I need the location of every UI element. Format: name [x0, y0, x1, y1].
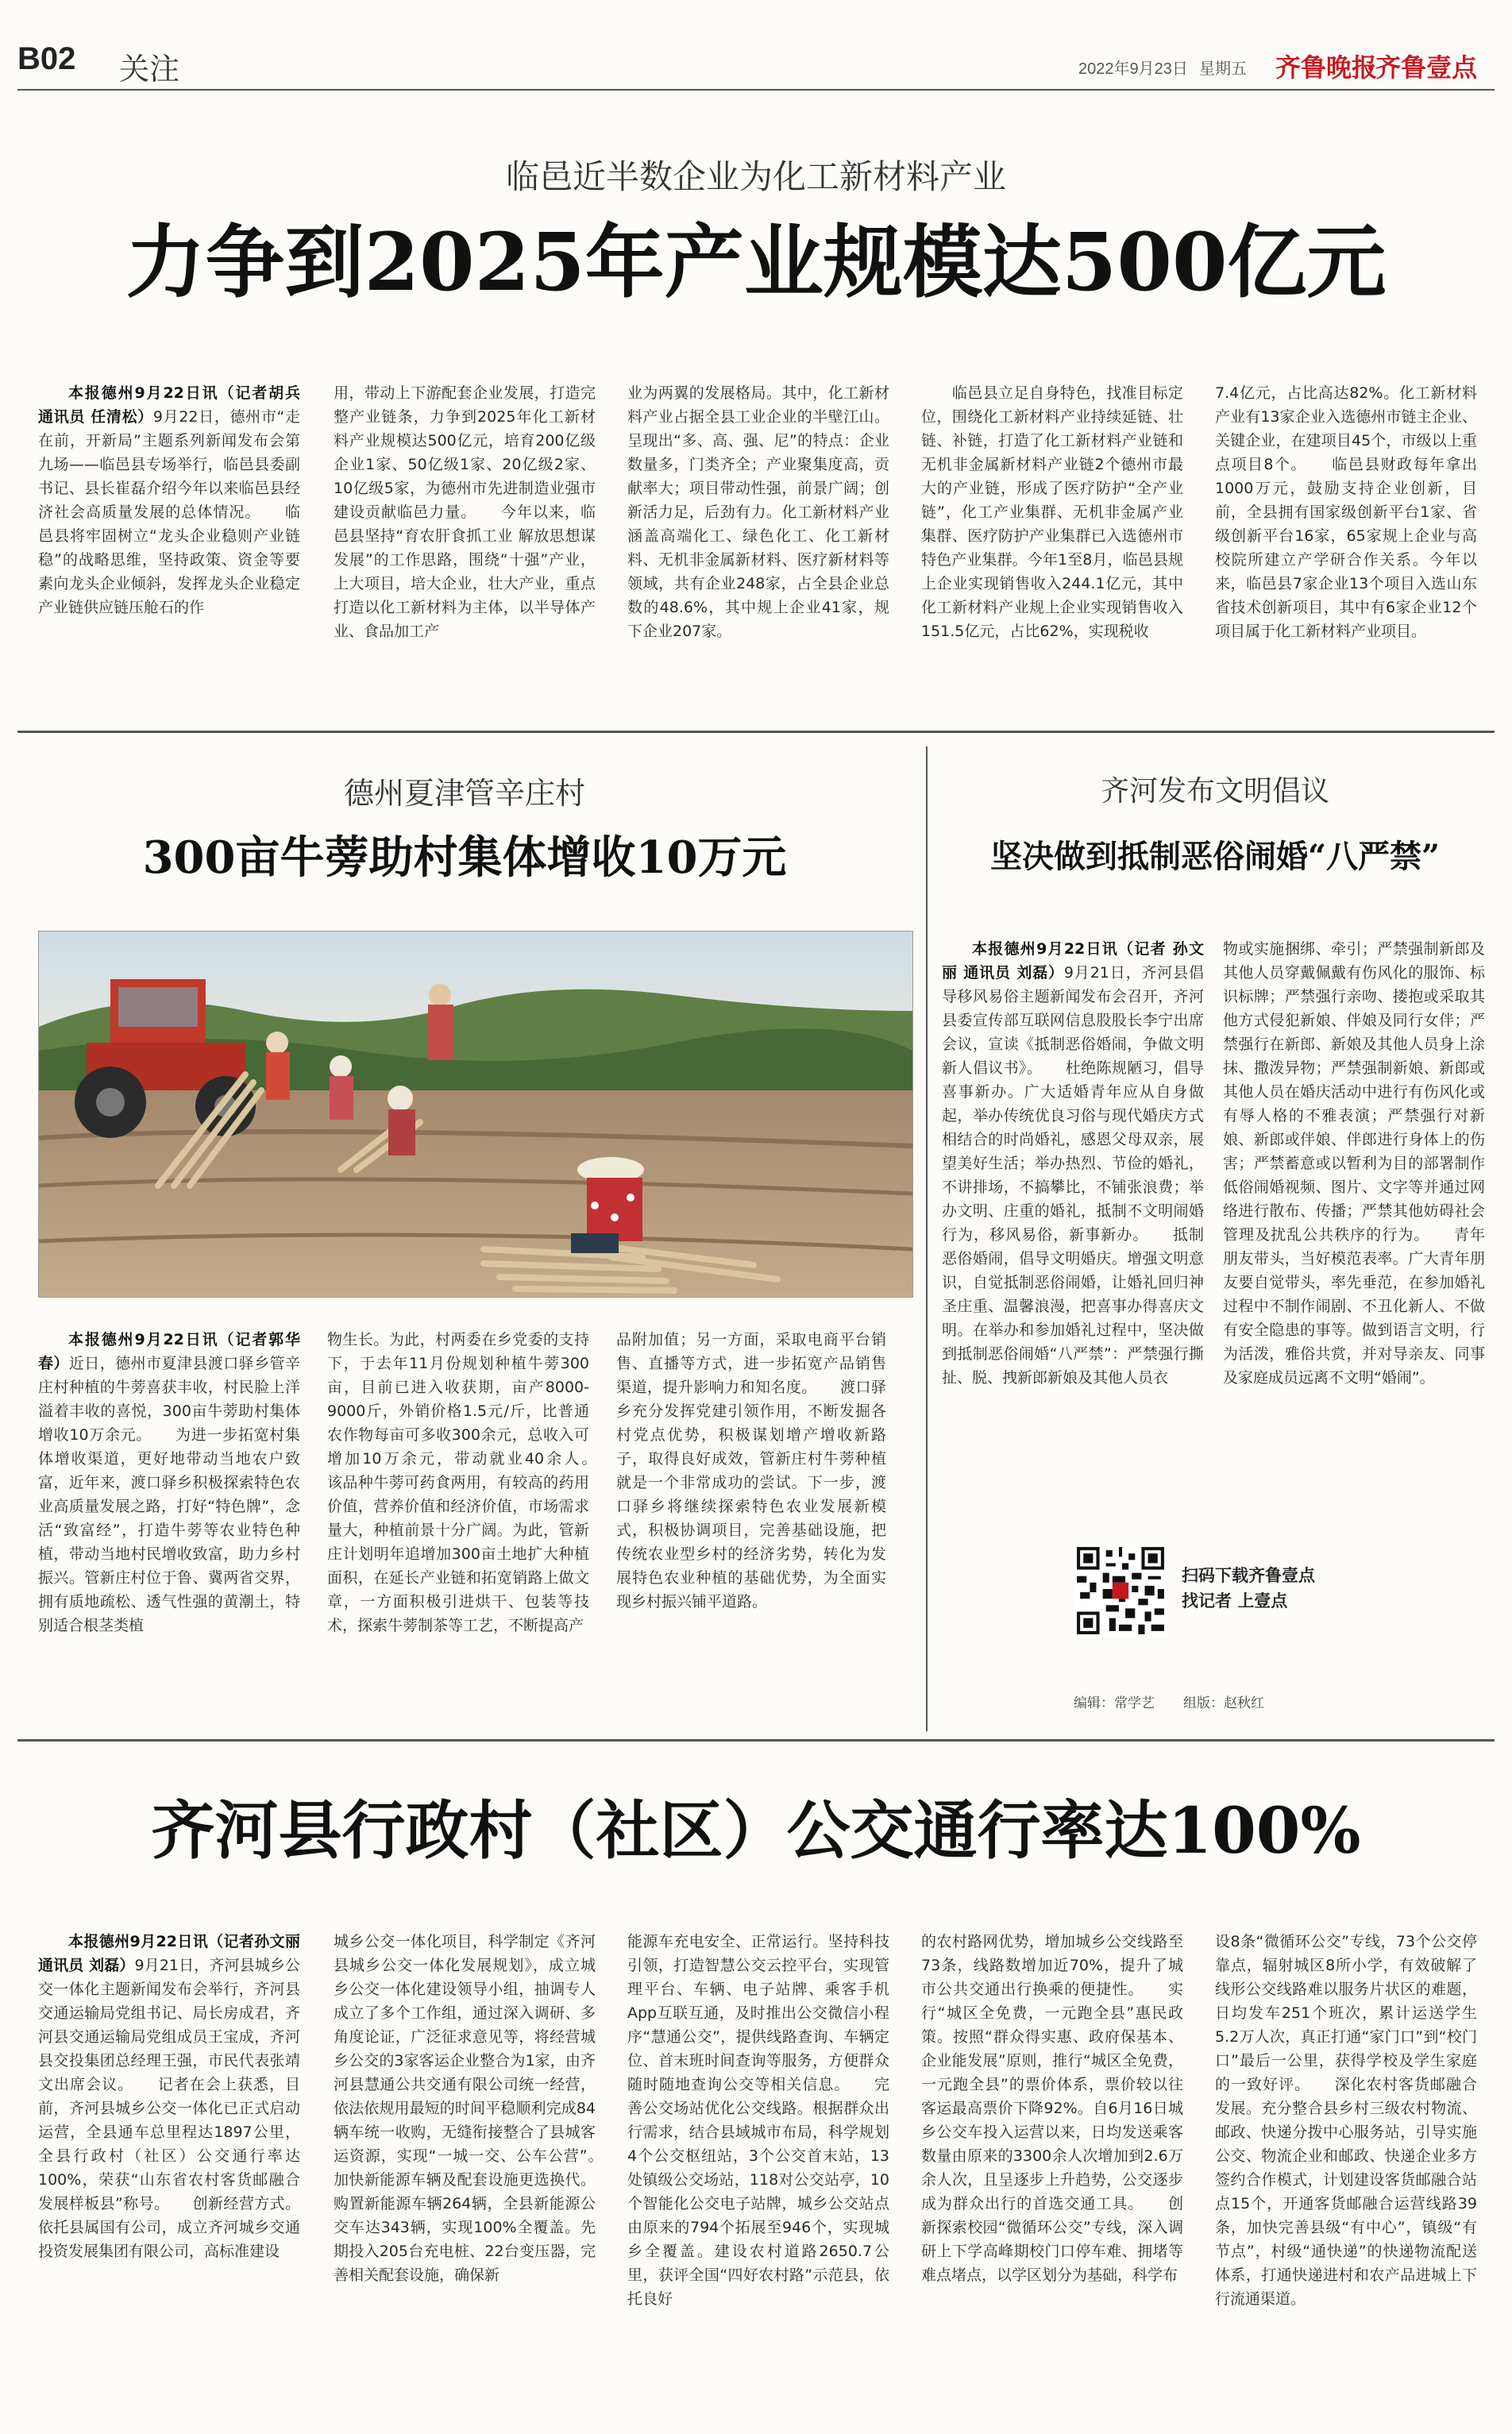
qr-code-icon [1074, 1544, 1167, 1637]
article3-headline: 坚决做到抵制恶俗闹婚“八严禁” [989, 838, 1440, 875]
divider-1 [17, 731, 1495, 733]
qr-code[interactable] [1074, 1544, 1167, 1637]
article3-byline: 本报德州9月22日讯（记者 孙文丽 通讯员 刘磊） [942, 940, 1204, 982]
article2-kicker: 德州夏津管辛庄村 [343, 776, 585, 811]
article1-column-5: 7.4亿元，占比高达82%。化工新材料产业有13家企业入选德州市链主企业、关键企业，在建项目45个，市级以上重点项目8个。 临邑县财政每年拿出1000万元，鼓励支持企业创新，目前，全县拥有国家级创新平台1家、省级创新平台16家，65家规上企业与高校院所建立产学研合作关系。今年以来，临邑县7家企业13个项目入选山东省技术创新项目，其中有6家企业12个项目属于化工新材料产业项目。 [1215, 384, 1477, 640]
article3-column-1: 本报德州9月22日讯（记者 孙文丽 通讯员 刘磊）9月21日，齐河县倡导移风易俗主题新闻发布会召开，齐河县委宣传部互联网信息股股长李宁出席会议，宣读《抵制恶俗婚闹，争做文明新人倡议书》。 杜绝陈规陋习，倡导喜事新办。广大适婚青年应从自身做起，举办传统优良习俗与现代婚庆方式相结合的时尚婚礼，感恩父母双亲，展望美好生活；举办热烈、节俭的婚礼，不讲排场，不搞攀比，不铺张浪费；举办文明、庄重的婚礼，抵制不文明闹婚行为，移风易俗，新事新办。 抵制恶俗婚闹，倡导文明婚庆。增强文明意识，自觉抵制恶俗闹婚，让婚礼回归神圣庄重、温馨浪漫，把喜事办得喜庆文明。在举办和参加婚礼过程中，坚决做到抵制恶俗闹婚“八严禁”：严禁强行撕扯、脱、拽新郎新娘及其他人员衣 [942, 940, 1205, 1387]
article1-column-2: 用，带动上下游配套企业发展，打造完整产业链条，力争到2025年化工新材料产业规模达500亿元，培育200亿级企业1家、50亿级1家、20亿级2家、10亿级5家，为德州市先进制造业强市建设贡献临邑力量。 今年以来，临邑县坚持“育农肝食抓工业 解放思想谋发展”的工作思路，围绕“十强”产业，上大项目，培大企业，壮大产业，重点打造以化工新材料为主体，以半导体产业、食品加工产 [334, 384, 596, 640]
issue-weekday: 星期五 [1199, 59, 1247, 78]
article4-headline: 齐河县行政村（社区）公交通行率达100% [151, 1793, 1361, 1868]
article2-column-2: 物生长。为此，村两委在乡党委的支持下，于去年11月份规划种植牛蒡300亩，目前已进入收获期，亩产8000-9000斤，外销价格1.5元/斤，比普通农作物每亩可多收300余元，总收入可增加10万余元，带动就业40余人。 该品种牛蒡可药食两用，有较高的药用价值，营养价值和经济价值，市场需求量大，种植前景十分广阔。为此，管新庄计划明年追增加300亩土地扩大种植面积，在延长产业链和拓宽销路上做文章，一方面积极引进烘干、包装等技术，探索牛蒡制茶等工艺，不断提高产 [327, 1331, 620, 1634]
article3-kicker: 齐河发布文明倡议 [1100, 775, 1329, 808]
article2-byline: 本报德州9月22日讯（记者郭华春） [38, 1331, 300, 1372]
issue-date: 2022年9月23日 [1078, 60, 1188, 78]
section-name: 关注 [119, 52, 180, 87]
article4-column-1: 本报德州9月22日讯（记者孙文丽 通讯员 刘磊）9月21日，齐河县城乡公交一体化主题新闻发布会举行，齐河县交通运输局党组书记、局长房成君，齐河县交通运输局党组成员王宝成，齐河县交投集团总经理王强，市民代表张靖文出席会议。 记者在会上获悉，目前，齐河县城乡公交一体化已正式启动运营，全县通车总里程达1897公里，全县行政村（社区）公交通行率达100%，荣获“山东省农村客货邮融合发展样板县”称号。 创新经营方式。依托县属国有公司，成立齐河城乡交通投资发展集团有限公司，高标准建设 [38, 1933, 300, 2260]
article4-column-3: 能源车充电安全、正常运行。坚持科技引领，打造智慧公交云控平台，实现管理平台、车辆、电子站牌、乘客手机App互联互通，及时推出公交微信小程序“慧通公交”，提供线路查询、车辆定位、首末班时间查询等服务，方便群众随时随地查询公交等相关信息。 完善公交场站优化公交线路。根据群众出行需求，结合县域城市布局，科学规划4个公交枢纽站，3个公交首末站，13处镇级公交场站，118对公交站亭，10个智能化公交电子站牌，城乡公交站点由原来的794个拓展至946个，实现城乡全覆盖。建设农村道路2650.7公里，获评全国“四好农村路”示范县，依托良好 [627, 1933, 889, 2308]
article2-column-1: 本报德州9月22日讯（记者郭华春）近日，德州市夏津县渡口驿乡管辛庄村种植的牛蒡喜获丰收，村民脸上洋溢着丰收的喜悦，300亩牛蒡助村集体增收10万余元。 为进一步拓宽村集体增收渠道，更好地带动当地农户致富，近年来，渡口驿乡积极探索特色农业高质量发展之路，打好“特色牌”，念活“致富经”，打造牛蒡等农业特色种植，带动当地村民增收致富，助力乡村振兴。管新庄村位于鲁、冀两省交界，拥有质地疏松、透气性强的黄潮土，特别适合根茎类植 [38, 1331, 300, 1634]
article3-column-2: 物或实施捆绑、牵引；严禁强制新郎及其他人员穿戴佩戴有伤风化的服饰、标识标牌；严禁强行亲吻、搂抱或采取其他方式侵犯新娘、伴娘及同行女伴；严禁强行在新郎、新娘及其他人员身上涂抹、撒泼异物；严禁强制新娘、新郎或其他人员在婚庆活动中进行有伤风化或有辱人格的不雅表演；严禁强行对新娘、新郎或伴娘、伴郎进行身体上的伤害；严禁蓄意或以暂利为目的部署制作低俗闹婚视频、图片、文字等并通过网络进行散布、传播；严禁其他妨碍社会管理及扰乱公共秩序的行为。 青年朋友带头，当好模范表率。广大青年朋友要自觉带头，率先垂范，在参加婚礼过程中不制作闹剧、不丑化新人、不做有安全隐患的事等。做到语言文明，行为活泼，雅俗共赏，并对导亲友、同事及家庭成员远离不文明“婚闹”。 [1223, 940, 1485, 1387]
farm-harvest-photo [39, 932, 912, 1297]
article1-column-1: 本报德州9月22日讯（记者胡兵 通讯员 任清松）9月22日，德州市“走在前，开新局”主题系列新闻发布会第九场——临邑县专场举行，临邑县委副书记、县长崔磊介绍今年以来临邑县经济社会高质量发展的总体情况。 临邑县将牢固树立“龙头企业稳则产业链稳”的战略思维，坚持政策、资金等要素向龙头企业倾斜，发挥龙头企业稳定产业链供应链压舱石的作 [38, 384, 300, 616]
article2-column-3: 品附加值；另一方面，采取电商平台销售、直播等方式，进一步拓宽产品销售渠道，提升影响力和知名度。 渡口驿乡充分发挥党建引领作用，不断发掘各村党点优势，积极谋划增产增收新路子，取得良好成效，管新庄村牛蒡种植就是一个非常成功的尝试。下一步，渡口驿乡将继续探索特色农业发展新模式，积极协调项目，完善基础设施，把传统农业型乡村的经济劣势，转化为发展特色农业种植的基础优势，为全面实现乡村振兴铺平道路。 [616, 1331, 886, 1610]
article2-headline: 300亩牛蒡助村集体增收10万元 [142, 831, 787, 884]
article4-column-5: 设8条“微循环公交”专线，73个公交停靠点，辐射城区8所小学，有效破解了线形公交线路难以服务片状区的难题，日均发车251个班次，累计运送学生5.2万人次，真正打通“家门口”到“校门口”最后一公里，获得学校及学生家庭的一致好评。 深化农村客货邮融合发展。充分整合县乡村三级农村物流、邮政、快递分拨中心服务站，引导实施公交、物流企业和邮政、快递企业多方签约合作模式，计划建设客货邮融合站点15个，开通客货邮融合运营线路39条，加快完善县级“有中心”，镇级“有节点”，村级“通快递”的快递物流配送体系，打通快递进村和农产品进城上下行流通渠道。 [1215, 1933, 1477, 2308]
article4-column-2: 城乡公交一体化项目，科学制定《齐河县城乡公交一体化发展规划》，成立城乡公交一体化建设领导小组，抽调专人成立了多个工作组，通过深入调研、多角度论证，广泛征求意见等，将经营城乡公交的3家客运企业整合为1家，由齐河县慧通公共交通有限公司统一经营，依法依规用最短的时间平稳顺利完成84辆车统一收购，无缝衔接整合了县城客运资源，实现“一城一交、公车公营”。 加快新能源车辆及配套设施更选换代。购置新能源车辆264辆，全县新能源公交车达343辆，实现100%全覆盖。先期投入205台充电桩、22台变压器，完善相关配套设施，确保新 [334, 1933, 627, 2284]
article1-column-4: 临邑县立足自身特色，找准目标定位，围绕化工新材料产业持续延链、壮链、补链，打造了化工新材料产业链和无机非金属新材料产业链2个德州市最大的产业链，形成了医疗防护“全产业链”，化工产业集群、无机非金属产业集群、医疗防护产业集群已入选德州市特色产业集群。今年1至8月，临邑县规上企业实现销售收入244.1亿元，其中化工新材料产业规上企业实现销售收入151.5亿元，占比62%，实现税收 [921, 384, 1183, 640]
newspaper-logo: 齐鲁晚报 [1275, 52, 1378, 83]
article1-headline: 力争到2025年产业规模达500亿元 [125, 215, 1387, 309]
page-number: B02 [17, 41, 76, 76]
layout-credit: 组版：赵秋红 [1183, 1695, 1264, 1711]
app-logo: ·齐鲁壹点 [1366, 52, 1478, 83]
divider-2 [17, 1739, 1495, 1742]
article2-photo [38, 931, 913, 1298]
article1-column-3: 业为两翼的发展格局。其中，化工新材料产业占据全县工业企业的半壁江山。呈现出“多、高、强、尼”的特点：企业数量多，门类齐全；产业聚集度高，贡献率大；项目带动性强，前景广阔；创新活力足，后劲有力。化工新材料产业涵盖高端化工、绿色化工、化工新材料、无机非金属新材料、医疗新材料等领域，共有企业248家，占全县企业总数的48.6%，其中规上企业41家，规下企业207家。 [627, 384, 889, 640]
article4-byline: 本报德州9月22日讯（记者孙文丽 通讯员 刘磊） [38, 1933, 300, 1974]
qr-caption-2: 找记者 上壹点 [1182, 1591, 1288, 1610]
qr-caption-1: 扫码下载齐鲁壹点 [1182, 1566, 1315, 1585]
editor-credit: 编辑：常学艺 [1074, 1695, 1155, 1711]
article1-kicker: 临邑近半数企业为化工新材料产业 [505, 157, 1006, 196]
column-divider [926, 746, 928, 1731]
article1-byline: 本报德州9月22日讯（记者胡兵 通讯员 任清松） [38, 384, 300, 426]
header-rule [17, 89, 1495, 91]
article4-column-4: 的农村路网优势，增加城乡公交线路至73条，线路数增加近70%，提升了城市公共交通出行换乘的便捷性。 实行“城区全免费，一元跑全县”惠民政策。按照“群众得实惠、政府保基本、企业能发展”原则，推行“城区全免费，一元跑全县”的票价体系，票价较以往客运最高票价下降92%。自6月16日城乡公交车投入运营以来，日均发送乘客数量由原来的3300余人次增加到2.6万余人次，且呈逐步上升趋势，公交逐步成为群众出行的首选交通工具。 创新探索校园“微循环公交”专线，深入调研上下学高峰期校门口停车难、拥堵等难点堵点，以学区划分为基础，科学布 [921, 1933, 1183, 2284]
